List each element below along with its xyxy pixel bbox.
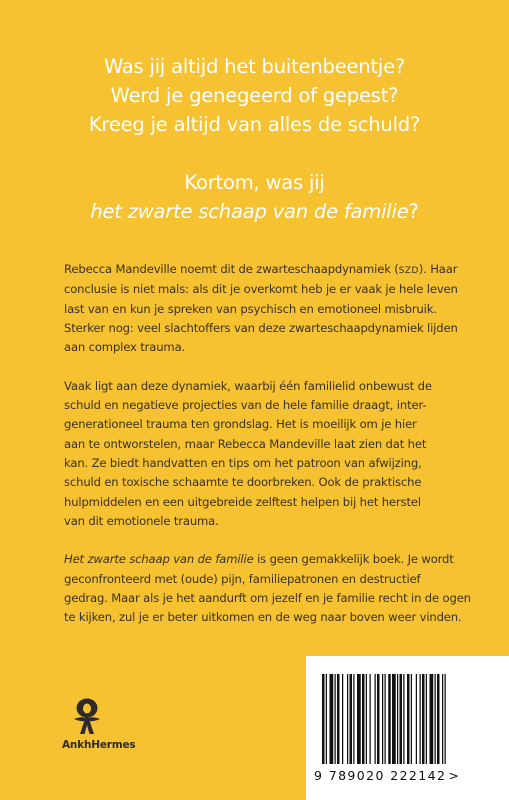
paragraph-1 — [64, 260, 458, 357]
barcode-bar — [420, 674, 421, 764]
barcode-bar — [397, 674, 398, 764]
barcode-bar — [430, 674, 434, 764]
paragraph-2-line-7: hulpmiddelen en een uitgebreide zelftest helpen bij het herstel — [64, 494, 421, 509]
barcode-bar — [362, 674, 365, 764]
paragraph-3 — [64, 550, 471, 627]
headline — [0, 52, 509, 226]
ankh-hermes-logo-icon — [72, 697, 102, 735]
paragraph-2-line-8: van dit emotionele trauma. — [64, 513, 219, 528]
headline-line-3: Kreeg je altijd van alles de schuld? — [88, 113, 421, 136]
isbn-number — [314, 768, 504, 783]
barcode-bar — [337, 674, 340, 764]
barcode-bar — [388, 674, 391, 764]
headline-line-2: Werd je genegeerd of gepest? — [110, 84, 399, 107]
barcode-bar — [342, 674, 343, 764]
paragraph-1-line-1-end: ). Haar — [418, 262, 458, 276]
isbn-digits: 9 789020 222142 — [314, 768, 447, 783]
back-cover-blurb — [64, 260, 471, 647]
headline-line-5 — [0, 197, 509, 226]
barcode-bar — [375, 674, 376, 764]
barcode-bar — [385, 674, 386, 764]
barcode-bar — [377, 674, 380, 764]
paragraph-2-line-1: Vaak ligt aan deze dynamiek, waarbij één familielid onbewust de — [64, 378, 432, 393]
barcode-bar — [392, 674, 396, 764]
paragraph-3-line-1 — [64, 550, 454, 569]
barcode-bar — [407, 674, 410, 764]
barcode-bar — [400, 674, 403, 764]
book-title-italic: Het zwarte schaap van de familie — [64, 552, 254, 567]
isbn-end-mark: > — [448, 768, 461, 783]
barcode-bar — [330, 674, 334, 764]
paragraph-3-line-1-text: is geen gemakkelijk boek. Je wordt — [253, 552, 454, 567]
barcode-bar — [426, 674, 427, 764]
paragraph-2-line-6: schuld en toxische schaamte te doorbreken. Ook de praktische — [64, 475, 422, 490]
headline-gap — [0, 139, 509, 168]
headline-line-1: Was jij altijd het buitenbeentje? — [103, 55, 406, 78]
headline-line-4: Kortom, was jij — [184, 171, 325, 194]
barcode-bar — [347, 674, 348, 764]
barcode-bar — [403, 674, 404, 764]
barcode-bar — [445, 674, 446, 764]
paragraph-3-line-2: geconfronteerd met (oude) pijn, familiepatronen en destructief — [64, 571, 421, 586]
barcode-bar — [335, 674, 336, 764]
paragraph-2 — [64, 377, 446, 531]
barcode-bar — [416, 674, 417, 764]
barcode-bar — [322, 674, 325, 764]
barcode-bar — [435, 674, 436, 764]
paragraph-2-line-5: kan. Ze biedt handvatten en tips om het patroon van afwijzing, — [64, 455, 422, 470]
isbn-barcode-panel — [306, 656, 509, 800]
paragraph-2-line-3: generationeel trauma ten grondslag. Het is moeilijk om je hier — [64, 417, 417, 432]
barcode-bar — [382, 674, 383, 764]
barcode-bar — [326, 674, 327, 764]
publisher-name: AnkhHermes — [62, 739, 136, 751]
paragraph-1-line-1-text: Rebecca Mandeville noemt dit de zwarteschaapdynamiek ( — [64, 262, 399, 276]
paragraph-2-line-4: aan te ontworstelen, maar Rebecca Mandeville laat zien dat het — [64, 436, 427, 451]
headline-question-mark: ? — [408, 200, 419, 223]
barcode-bar — [442, 674, 443, 764]
paragraph-1-line-2: conclusie is niet mals: als dit je overkomt heb je er vaak je hele leven — [64, 282, 458, 297]
barcode-bar — [437, 674, 440, 764]
paragraph-2-line-2: schuld en negatieve projecties van de hele familie draagt, inter- — [64, 398, 427, 413]
barcode-bar — [350, 674, 353, 764]
paragraph-3-line-3: gedrag. Maar als je het aandurft om jezelf en je familie recht in de ogen — [64, 591, 471, 606]
paragraph-3-line-4: te kijken, zul je er beter uitkomen en de weg naar boven weer vinden. — [64, 610, 462, 625]
headline-book-title: het zwarte schaap van de familie — [90, 200, 409, 223]
barcode-icon — [320, 674, 496, 768]
paragraph-1-line-5: aan complex trauma. — [64, 340, 186, 355]
barcode-bar — [357, 674, 361, 764]
barcode-bar — [353, 674, 354, 764]
publisher-logo — [62, 697, 142, 751]
barcode-bar — [411, 674, 412, 764]
paragraph-1-line-3: last van en kun je spreken van psychisch en emotioneel misbruik. — [64, 301, 437, 316]
paragraph-1-line-4: Sterker nog: veel slachtoffers van deze zwarteschaapdynamiek lijden — [64, 320, 458, 335]
barcode-bar — [366, 674, 367, 764]
paragraph-1-line-1 — [64, 260, 458, 280]
barcode-bar — [422, 674, 425, 764]
szd-abbreviation: SZD — [398, 265, 419, 276]
barcode-bar — [370, 674, 371, 764]
